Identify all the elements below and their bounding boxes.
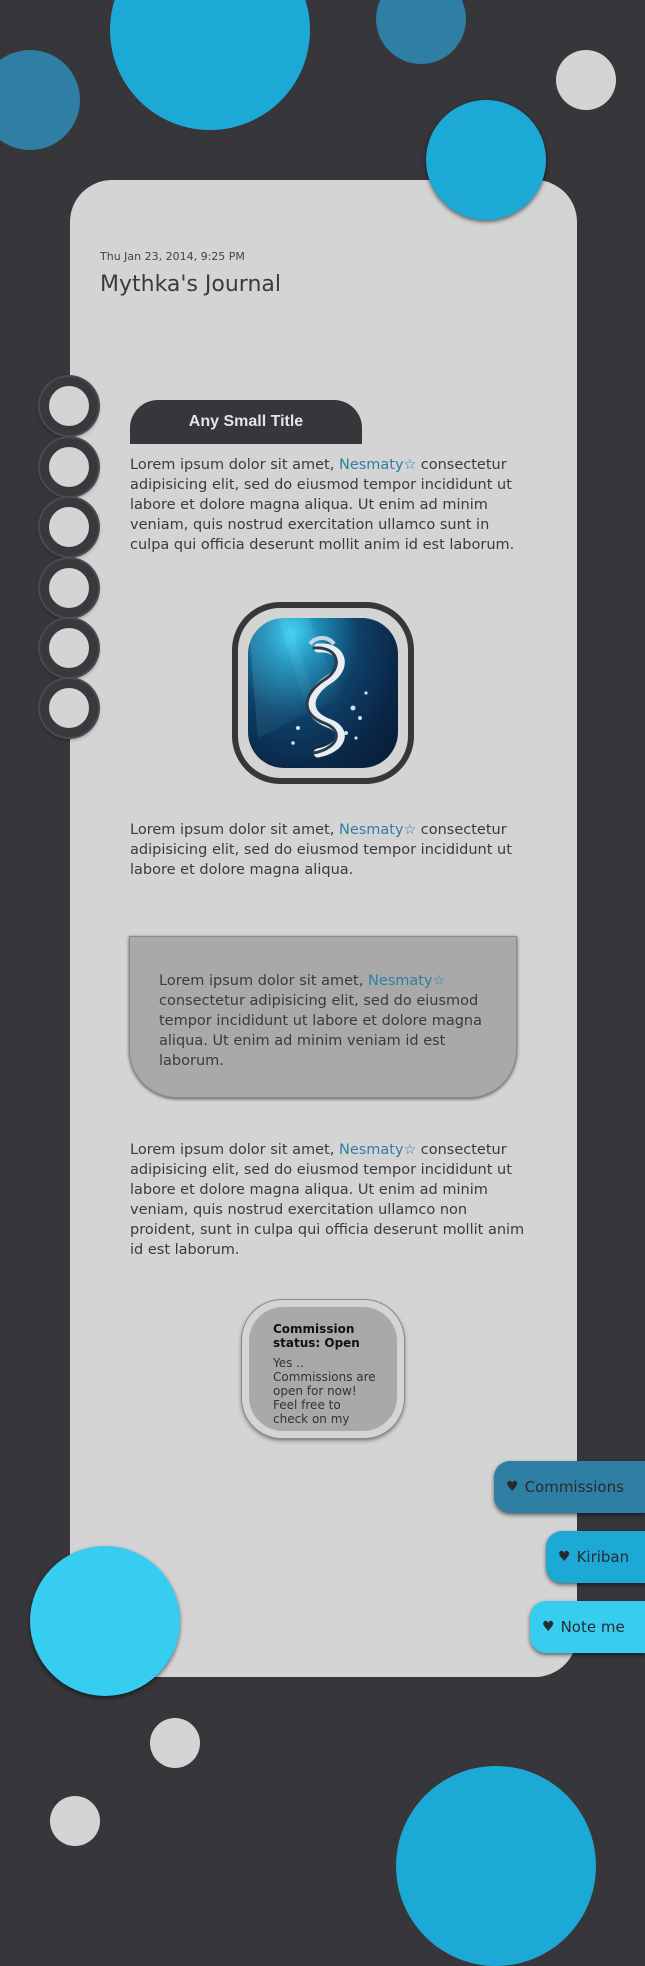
section-title	[130, 400, 362, 444]
journal-date: Thu Jan 23, 2014, 9:25 PM	[100, 250, 245, 263]
quote-box	[129, 936, 517, 1098]
decor-circle	[396, 1766, 596, 1966]
paragraph	[130, 1140, 525, 1260]
heart-icon: ♥	[558, 1549, 571, 1565]
binder-ring	[40, 559, 98, 617]
kiriban-button[interactable]	[546, 1531, 645, 1583]
paragraph-text: consectetur adipisicing elit, sed do eiusmod tempor incididunt ut labore et dolore magna aliqua. Ut enim ad minim veniam id est laborum.	[159, 993, 483, 1069]
paragraph-text: Lorem ipsum dolor sit amet,	[130, 1142, 339, 1158]
paragraph-text: Lorem ipsum dolor sit amet,	[130, 822, 339, 838]
artwork-thumbnail[interactable]	[248, 618, 398, 768]
heart-icon: ♥	[542, 1619, 555, 1635]
commissions-button[interactable]	[494, 1461, 645, 1513]
journal-title: Mythka's Journal	[100, 272, 281, 297]
decor-circle	[150, 1718, 200, 1768]
section-title-text: Any Small Title	[188, 413, 304, 430]
decor-circle	[376, 0, 466, 64]
commissions-button-label: Commissions	[524, 1478, 624, 1496]
paragraph-text: Lorem ipsum dolor sit amet,	[130, 457, 339, 473]
commission-status-text: Yes .. Commissions are open for now! Feel free to check on my	[273, 1356, 376, 1426]
paragraph-text: consectetur adipisicing elit, sed do eiusmod tempor incididunt ut labore et dolore magna aliqua. Ut enim ad minim veniam, quis nostrud exercitation ullamco non proident, sunt in culpa qui officia deserunt mollit anim id est laborum.	[130, 1142, 525, 1258]
paragraph-text: consectetur adipisicing elit, sed do eiusmod tempor incididunt ut labore et dolore magna aliqua. Ut enim ad minim veniam, quis nostrud exercitation ullamco sunt in culpa qui officia deserunt mollit anim id est laborum.	[130, 457, 515, 553]
binder-ring	[40, 679, 98, 737]
commission-status-heading: Commission status: Open	[273, 1322, 360, 1350]
user-link[interactable]: Nesmaty	[367, 973, 433, 989]
decor-circle	[0, 50, 80, 150]
star-outline-icon: ☆	[403, 457, 417, 473]
binder-ring	[40, 377, 98, 435]
star-outline-icon: ☆	[403, 822, 417, 838]
decor-circle	[50, 1796, 100, 1846]
artwork-thumbnail-frame[interactable]	[232, 602, 414, 784]
user-link[interactable]: Nesmaty	[338, 822, 404, 838]
decor-circle	[426, 100, 546, 220]
paragraph-text: consectetur adipisicing elit, sed do eiusmod tempor incididunt ut labore et dolore magna aliqua.	[130, 822, 512, 878]
user-link[interactable]: Nesmaty	[338, 1142, 404, 1158]
star-outline-icon: ☆	[403, 1142, 417, 1158]
commission-status-widget	[242, 1300, 404, 1438]
decor-circle	[110, 0, 310, 130]
note-me-button[interactable]	[530, 1601, 645, 1653]
star-outline-icon: ☆	[432, 973, 446, 989]
paragraph-text: Lorem ipsum dolor sit amet,	[159, 973, 368, 989]
sea-serpent-illustration	[248, 618, 398, 768]
binder-ring	[40, 498, 98, 556]
binder-ring	[40, 619, 98, 677]
heart-icon: ♥	[506, 1479, 519, 1495]
binder-ring	[40, 438, 98, 496]
paragraph	[130, 820, 525, 880]
decor-circle	[556, 50, 616, 110]
decor-circle	[30, 1546, 180, 1696]
kiriban-button-label: Kiriban	[576, 1548, 630, 1566]
user-link[interactable]: Nesmaty	[338, 457, 404, 473]
commission-status-content[interactable]	[249, 1307, 397, 1431]
note-me-button-label: Note me	[560, 1618, 625, 1636]
paragraph	[130, 455, 525, 555]
